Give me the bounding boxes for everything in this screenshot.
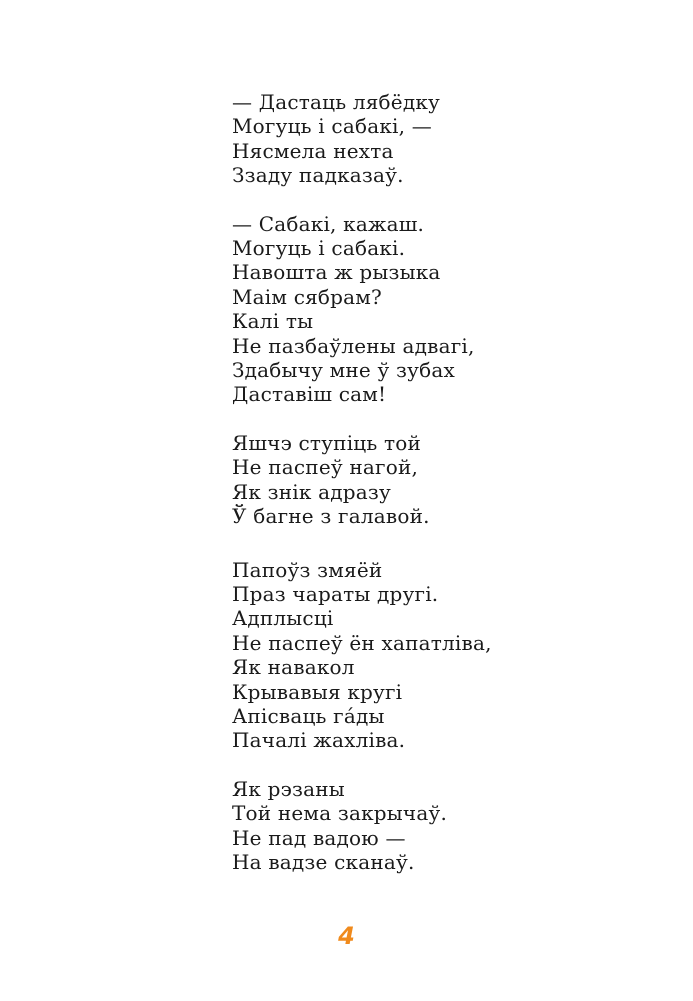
- poem-line: Маім сябрам?: [232, 284, 382, 309]
- poem-line: Не паспеў ён хапатліва,: [232, 630, 492, 655]
- page-number: 4: [338, 922, 355, 950]
- poem-line: Не пазбаўлены адвагі,: [232, 333, 475, 358]
- poem-line: Як знік адразу: [232, 479, 391, 504]
- poem-line: Той нема закрычаў.: [232, 801, 447, 826]
- stanza-1: [232, 90, 672, 188]
- poem-line: Яшчэ ступіць той: [232, 430, 422, 455]
- poem-line: Папоўз змяёй: [232, 557, 383, 582]
- stanza-3: [232, 431, 672, 529]
- stanza-5: [232, 777, 672, 875]
- poem-line: Навошта ж рызыка: [232, 260, 441, 285]
- poem: [232, 90, 672, 874]
- poem-line: Праз чараты другі.: [232, 581, 439, 606]
- poem-line: Не пад вадою —: [232, 825, 406, 850]
- poem-line: Адплысці: [232, 606, 334, 631]
- poem-line: — Дастаць лябёдку: [232, 90, 441, 114]
- poem-line: Ззаду падказаў.: [232, 163, 404, 188]
- poem-line: — Сабакі, кажаш.: [232, 211, 425, 236]
- stanza-2: [232, 212, 672, 407]
- poem-line: Могуць і сабакі.: [232, 236, 406, 261]
- poem-line: Здабычу мне ў зубах: [232, 358, 455, 383]
- poem-line: Як навакол: [232, 655, 355, 680]
- poem-line: Даставіш сам!: [232, 382, 387, 407]
- poem-line: Калі ты: [232, 309, 314, 334]
- stanza-4: [232, 558, 672, 753]
- poem-line: На вадзе сканаў.: [232, 849, 415, 874]
- poem-line: Могуць і сабакі, —: [232, 114, 432, 139]
- poem-line: Не паспеў нагой,: [232, 455, 419, 480]
- poem-line: Апісваць гáды: [232, 703, 385, 728]
- poem-line: Нясмела нехта: [232, 138, 394, 163]
- poem-line: Пачалі жахліва.: [232, 728, 406, 753]
- poem-line: Крывавыя кругі: [232, 679, 403, 704]
- poem-line: Як рэзаны: [232, 776, 345, 801]
- poem-line: Ў багне з галавой.: [232, 504, 430, 529]
